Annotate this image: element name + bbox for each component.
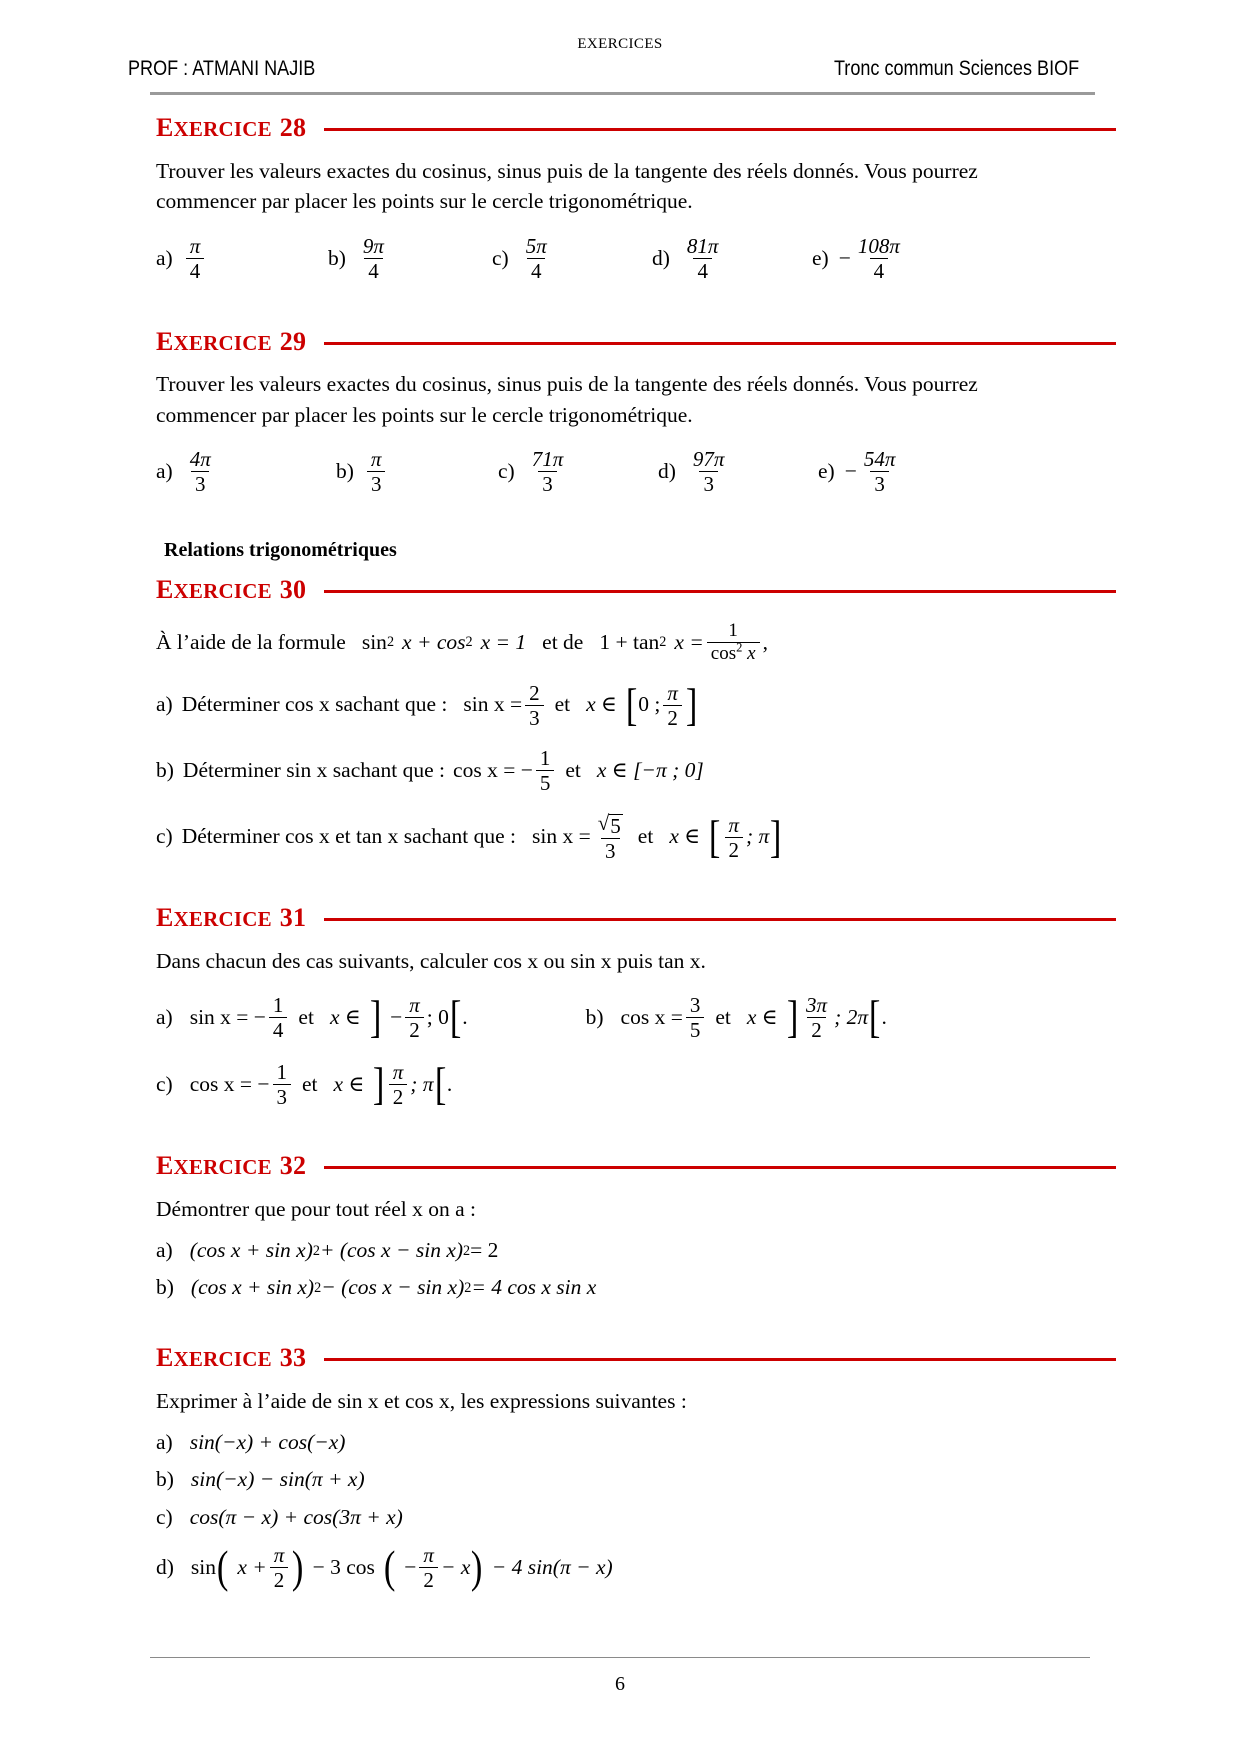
item-label: b)	[585, 1004, 604, 1029]
list-item	[156, 448, 336, 495]
variable-x: x	[747, 642, 756, 664]
fraction-denominator: 2	[389, 1084, 408, 1108]
exercise-33-title	[156, 1344, 324, 1373]
fraction-numerator: 5π	[525, 233, 547, 258]
expression-part: = 2	[470, 1237, 499, 1262]
item-label: b)	[156, 1467, 174, 1492]
conjunction: et	[715, 1004, 731, 1029]
exercise-32-number: 32	[279, 1151, 307, 1181]
fraction-denominator: 3	[367, 471, 386, 495]
list-item	[328, 235, 492, 282]
fraction-denominator: 3	[525, 705, 544, 729]
equation-lhs: cos x =	[620, 1004, 683, 1029]
formula-part: x = 1	[480, 629, 527, 654]
list-item	[336, 448, 498, 495]
fraction	[525, 682, 544, 729]
bracket-open: ]	[786, 991, 799, 1043]
fraction-denominator: 4	[693, 258, 712, 282]
header-author: PROF : ATMANI NAJIB	[128, 57, 316, 80]
fraction	[536, 747, 555, 794]
exercise-30-header	[156, 576, 1116, 605]
bracket-close: [	[449, 991, 462, 1043]
fraction-denominator: 3	[699, 471, 718, 495]
fraction-numerator: 71π	[531, 447, 564, 472]
formula-part: x + cos	[402, 629, 466, 654]
exercise-33-rule	[324, 1358, 1116, 1361]
fraction-numerator: π	[409, 993, 420, 1018]
exercise-31-number: 31	[279, 903, 307, 933]
exercise-33-item-c	[156, 1504, 1116, 1532]
fraction-denominator: 3	[273, 1084, 292, 1108]
paren-open: (	[383, 1541, 396, 1593]
fraction-numerator: π	[423, 1543, 434, 1568]
fraction-denominator: 3	[191, 471, 210, 495]
fraction	[802, 994, 831, 1041]
item-label: a)	[156, 245, 173, 270]
fraction	[686, 994, 705, 1041]
exercise-30-item-c	[156, 812, 1116, 862]
header-course: Tronc commun Sciences BIOF	[833, 57, 1080, 80]
fraction-denominator: 3	[538, 471, 557, 495]
fraction-denominator: 2	[270, 1567, 289, 1591]
header-center-title: EXERCICES	[577, 36, 663, 52]
fraction-numerator: 1	[728, 620, 738, 642]
equation-lhs: sin x =	[463, 692, 523, 717]
bracket-close: [	[869, 991, 881, 1043]
interval-right-endpoint: ; 2π	[834, 1004, 869, 1029]
period: .	[881, 1004, 887, 1029]
equation-lhs: cos x = −	[453, 757, 533, 782]
item-label: b)	[328, 245, 346, 270]
interval-right-endpoint: ; 0	[426, 1004, 449, 1029]
fraction-denominator: 2	[663, 705, 682, 729]
bracket-close: ]	[770, 810, 782, 862]
cos-text: cos	[710, 642, 737, 664]
exercise-31-header	[156, 904, 1116, 933]
exercise-29-title	[156, 328, 324, 357]
expression-part: −	[404, 1554, 417, 1579]
fraction-numerator: 81π	[686, 233, 719, 258]
fraction	[269, 994, 288, 1041]
item-label: a)	[156, 1004, 173, 1029]
comma: ,	[762, 629, 768, 654]
exercise-33-title-initial: E	[156, 1343, 174, 1373]
item-label: a)	[156, 1429, 173, 1454]
equation-lhs: sin x = −	[189, 1004, 266, 1029]
item-label: c)	[156, 1505, 173, 1530]
fraction	[405, 994, 424, 1041]
fraction-numerator: 3	[689, 993, 701, 1018]
fraction	[419, 1544, 438, 1591]
exercise-33-item-d	[156, 1541, 1116, 1593]
formula-sin: sin	[361, 629, 387, 654]
fraction-denominator	[707, 642, 760, 664]
list-item	[492, 235, 652, 282]
exercise-28-statement: Trouver les valeurs exactes du cosinus, sinus puis de la tangente des réels donnés. Vous pourrez commencer par placer les points sur le cercle trigonométrique.	[156, 158, 978, 214]
exercise-28-rule	[324, 128, 1116, 131]
interval-sign: −	[390, 1004, 403, 1029]
exercise-29-statement: Trouver les valeurs exactes du cosinus, sinus puis de la tangente des réels donnés. Vous pourrez commencer par placer les points sur le cercle trigonométrique.	[156, 372, 978, 427]
item-label: b)	[336, 459, 354, 484]
item-sign: −	[838, 245, 851, 270]
exercise-31-title-initial: E	[156, 903, 174, 933]
exercise-32-title-initial: E	[156, 1151, 174, 1181]
section-subheading: Relations trigonométriques	[164, 539, 397, 562]
fraction	[724, 814, 743, 861]
fraction-numerator: 1	[539, 746, 551, 770]
membership: x ∈	[329, 1004, 361, 1029]
expression-part: (cos x + sin x)	[190, 1275, 315, 1300]
conjunction: et	[302, 1071, 318, 1096]
expression: sin(−x) + cos(−x)	[189, 1429, 346, 1454]
list-item	[652, 235, 812, 282]
exercise-28-answers	[156, 235, 1116, 282]
membership: x ∈ [−π ; 0]	[596, 757, 704, 782]
fraction	[270, 1544, 289, 1591]
item-text: Déterminer cos x sachant que :	[181, 692, 448, 717]
item-label: e)	[818, 459, 835, 484]
expression-part: − x	[440, 1554, 471, 1579]
interval-right-endpoint: ; π	[410, 1071, 434, 1096]
conjunction: et	[565, 757, 581, 782]
equation-lhs: sin x =	[532, 824, 591, 849]
exercise-29-number: 29	[279, 326, 307, 356]
sqrt-icon: √ 5	[597, 811, 621, 839]
exercise-28-title	[156, 114, 324, 143]
fraction-denominator: 4	[269, 1017, 288, 1041]
item-sign: −	[844, 459, 857, 484]
item-label: d)	[652, 245, 670, 270]
expression-part: + (cos x − sin x)	[319, 1237, 464, 1262]
formula-tan: 1 + tan	[599, 629, 660, 654]
exercise-29-header	[156, 328, 1116, 357]
header-row	[128, 57, 1079, 81]
fraction-numerator: 2	[529, 680, 540, 705]
expression: cos(π − x) + cos(3π + x)	[189, 1505, 403, 1530]
expression-part: − 4 sin(π − x)	[491, 1554, 613, 1579]
item-label: b)	[156, 757, 174, 782]
fraction-numerator: 1	[272, 993, 284, 1018]
item-label: b)	[156, 1275, 174, 1300]
fraction-numerator	[594, 812, 627, 838]
fraction	[389, 1061, 408, 1108]
list-item	[156, 235, 328, 282]
interval-left-endpoint: 0 ;	[638, 692, 661, 717]
exercise-33-statement: Exprimer à l’aide de sin x et cos x, les expressions suivantes :	[156, 1389, 687, 1414]
item-label: c)	[156, 1071, 173, 1096]
fraction-denominator: 2	[725, 837, 744, 861]
membership: x ∈	[586, 692, 617, 717]
fraction-numerator: π	[189, 233, 201, 258]
exercise-28-header	[156, 114, 1116, 143]
document-content	[156, 108, 1116, 1591]
fraction-numerator: π	[728, 812, 740, 837]
fraction-denominator: 2	[405, 1017, 424, 1041]
list-item	[658, 448, 818, 495]
header-divider	[150, 92, 1095, 95]
fraction	[860, 448, 900, 495]
fraction	[594, 812, 627, 862]
fraction	[854, 235, 904, 282]
exercise-30-number: 30	[279, 575, 307, 605]
page-header	[0, 36, 1240, 81]
exercise-31-rule	[324, 918, 1116, 921]
page-number: 6	[615, 1673, 625, 1695]
fraction	[663, 682, 682, 729]
expression: sin(−x) − sin(π + x)	[190, 1467, 365, 1492]
fraction-numerator: π	[273, 1543, 285, 1568]
exercise-33-title-word: XERCICE	[173, 1347, 272, 1372]
membership: x ∈	[333, 1071, 365, 1096]
fraction	[528, 448, 568, 495]
footer-divider	[150, 1657, 1090, 1658]
exercise-31-statement: Dans chacun des cas suivants, calculer cos x ou sin x puis tan x.	[156, 948, 706, 973]
exercise-28-title-initial: E	[156, 113, 174, 142]
fraction	[359, 235, 388, 282]
item-label: c)	[498, 459, 515, 484]
fraction-denominator: 4	[527, 258, 546, 282]
fraction-numerator: 1	[276, 1060, 287, 1085]
equation-lhs: cos x = −	[189, 1071, 270, 1096]
bracket-close: ]	[685, 679, 698, 731]
expression-part: − 3 cos	[312, 1554, 375, 1579]
period: .	[462, 1004, 468, 1029]
interval-right-endpoint: ; π	[746, 824, 770, 849]
period: .	[446, 1071, 453, 1096]
fraction-denominator: 3	[870, 471, 889, 495]
exercise-31-row-c	[156, 1058, 1116, 1110]
expression-part: x +	[237, 1554, 267, 1579]
exercise-33-header	[156, 1344, 1116, 1373]
item-label: a)	[156, 1237, 173, 1262]
bracket-open: [	[625, 679, 638, 731]
expression-part: − (cos x − sin x)	[321, 1275, 465, 1300]
exercise-30-intro: À l’aide de la formule sin 2 x + cos 2 x = 1 et de 1 + tan 2 x = $\frac{1}{\cos^2 x}$ ,	[156, 620, 768, 664]
exercise-29-rule	[324, 342, 1116, 345]
paren-close: )	[471, 1541, 483, 1593]
exercise-33-number: 33	[279, 1343, 307, 1373]
exercise-30-rule	[324, 590, 1116, 593]
exercise-33-item-b	[156, 1466, 1116, 1494]
fraction-denominator: 2	[807, 1017, 826, 1041]
item-text: Déterminer sin x sachant que :	[182, 757, 446, 782]
exercise-28-title-word: XERCICE	[173, 117, 272, 141]
fraction-denominator: 3	[601, 838, 620, 862]
exercise-32-item-b: b) (cos x + sin x) 2 − (cos x − sin x) 2 = 4 cos x sin x	[156, 1274, 1116, 1302]
expression-part: = 4 cos x sin x	[471, 1275, 597, 1300]
fraction-denominator: 4	[870, 258, 889, 282]
bracket-open: ]	[373, 1058, 385, 1110]
exercise-32-rule	[324, 1166, 1116, 1169]
list-item	[812, 235, 907, 282]
conjunction: et	[554, 692, 571, 717]
bracket-open: [	[709, 810, 721, 862]
exercise-30-item-a	[156, 679, 1116, 731]
conjunction: et	[637, 824, 654, 849]
fraction-numerator: 108π	[857, 233, 900, 258]
fraction	[689, 448, 729, 495]
exercise-28-number: 28	[279, 113, 307, 142]
exercise-31-title	[156, 904, 324, 933]
fraction	[186, 448, 215, 495]
fraction-denominator: 2	[419, 1567, 438, 1591]
exercise-29-answers	[156, 448, 1116, 495]
fraction	[683, 235, 723, 282]
sqrt-radicand: 5	[610, 814, 621, 839]
exponent-2: 2	[736, 640, 743, 655]
bracket-open: ]	[369, 991, 382, 1043]
bracket-close: [	[434, 1058, 446, 1110]
item-label: e)	[812, 245, 829, 270]
exercise-29-title-word: XERCICE	[173, 330, 272, 355]
fraction-denominator: 4	[186, 258, 205, 282]
exercise-30-title-word: XERCICE	[173, 579, 272, 604]
fraction-numerator: π	[392, 1060, 404, 1085]
fraction-numerator: 9π	[362, 233, 384, 258]
fraction	[367, 448, 386, 495]
exercise-30-item-b	[156, 747, 1116, 794]
fraction	[186, 235, 205, 282]
fraction-numerator: π	[667, 680, 678, 705]
item-label: c)	[156, 824, 173, 849]
item-text: Déterminer cos x et tan x sachant que :	[181, 824, 517, 849]
intro-lead: À l’aide de la formule	[156, 629, 346, 654]
fraction	[707, 621, 760, 664]
fraction-denominator: 5	[686, 1017, 705, 1041]
exercise-32-item-a: a) (cos x + sin x) 2 + (cos x − sin x) 2 = 2	[156, 1237, 1116, 1265]
fraction-denominator: 5	[536, 770, 555, 794]
item-label: d)	[658, 459, 676, 484]
fraction-numerator: π	[370, 447, 382, 472]
exercise-31-row-ab	[156, 991, 1116, 1043]
fraction-denominator: 4	[364, 258, 383, 282]
exercise-32-statement: Démontrer que pour tout réel x on a :	[156, 1197, 477, 1222]
exercise-32-title-word: XERCICE	[173, 1155, 272, 1180]
list-item	[818, 448, 902, 495]
formula-part: x =	[674, 629, 704, 654]
exercise-32-title	[156, 1152, 324, 1181]
paren-close: )	[292, 1541, 304, 1593]
exercise-30-title-initial: E	[156, 575, 174, 605]
expression-part: (cos x + sin x)	[189, 1237, 313, 1262]
exercise-29-title-initial: E	[156, 326, 174, 356]
item-label: a)	[156, 692, 173, 717]
exercise-32-header	[156, 1152, 1116, 1181]
fraction-numerator: 97π	[692, 447, 725, 472]
membership: x ∈	[746, 1004, 778, 1029]
exercise-30-title	[156, 576, 324, 605]
conjunction: et	[298, 1004, 314, 1029]
fraction-numerator: 54π	[863, 447, 896, 472]
membership: x ∈	[669, 824, 701, 849]
item-label: c)	[492, 245, 509, 270]
fraction-numerator: 4π	[189, 447, 211, 472]
fraction	[522, 235, 551, 282]
exercise-31-title-word: XERCICE	[173, 907, 272, 932]
sin-text: sin	[190, 1554, 217, 1579]
exercise-33-item-a	[156, 1429, 1116, 1457]
fraction-numerator: 3π	[806, 993, 828, 1018]
item-label: d)	[156, 1554, 174, 1579]
formula-conjunction: et de	[542, 629, 584, 654]
paren-open: (	[216, 1541, 229, 1593]
item-label: a)	[156, 459, 173, 484]
fraction	[273, 1061, 292, 1108]
list-item	[498, 448, 658, 495]
